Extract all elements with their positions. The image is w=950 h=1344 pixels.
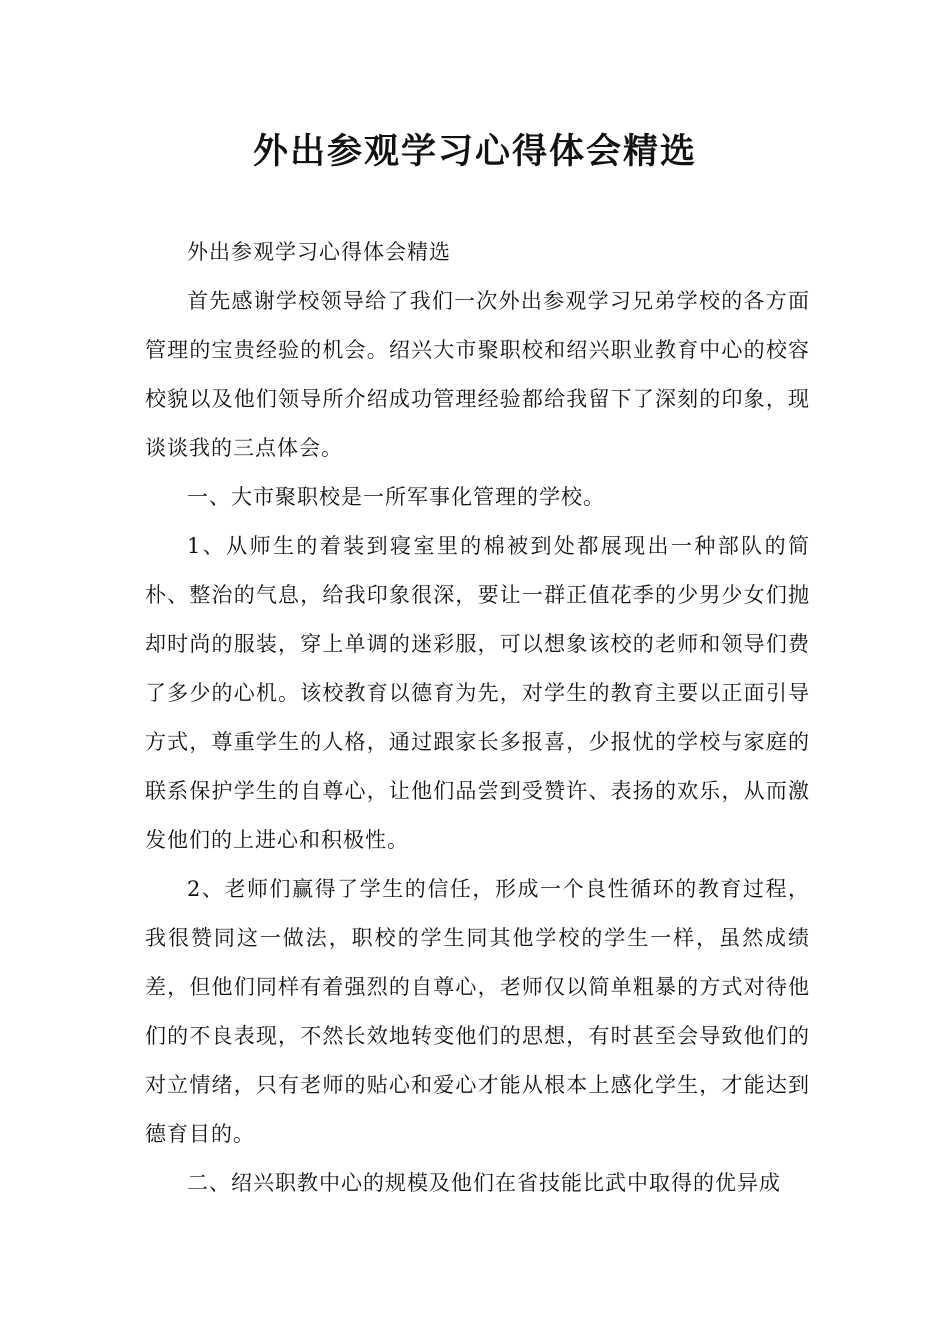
paragraph-point-1: 1、从师生的着装到寝室里的棉被到处都展现出一种部队的简朴、整治的气息，给我印象很深，要让一群正值花季的少男少女们抛却时尚的服装，穿上单调的迷彩服，可以想象该校的老师和领导们费了多少的心机。该校教育以德育为先，对学生的教育主要以正面引导方式，尊重学生的人格，通过跟家长多报喜，少报忧的学校与家庭的联系保护学生的自尊心，让他们品尝到受赞许、表扬的欢乐，从而激发他们的上进心和积极性。 xyxy=(145,534,810,852)
paragraph-section-2-heading: 二、绍兴职教中心的规模及他们在省技能比武中取得的优异成 xyxy=(187,1171,781,1195)
paragraph-intro: 首先感谢学校领导给了我们一次外出参观学习兄弟学校的各方面管理的宝贵经验的机会。绍兴大市聚职校和绍兴职业教育中心的校容校貌以及他们领导所介绍成功管理经验都给我留下了深刻的印象，现谈谈我的三点体会。 xyxy=(145,289,810,460)
paragraph-point-2: 2、老师们赢得了学生的信任，形成一个良性循环的教育过程，我很赞同这一做法，职校的学生同其他学校的学生一样，虽然成绩差，但他们同样有着强烈的自尊心，老师仅以简单粗暴的方式对待他们的不良表现，不然长效地转变他们的思想，有时甚至会导致他们的对立情绪，只有老师的贴心和爱心才能从根本上感化学生，才能达到德育目的。 xyxy=(145,877,810,1146)
document-body xyxy=(145,228,810,1208)
document-title: 外出参观学习心得体会精选 xyxy=(252,131,697,172)
paragraph-section-1-heading: 一、大市聚职校是一所军事化管理的学校。 xyxy=(187,485,605,509)
paragraph-subtitle: 外出参观学习心得体会精选 xyxy=(187,240,451,264)
